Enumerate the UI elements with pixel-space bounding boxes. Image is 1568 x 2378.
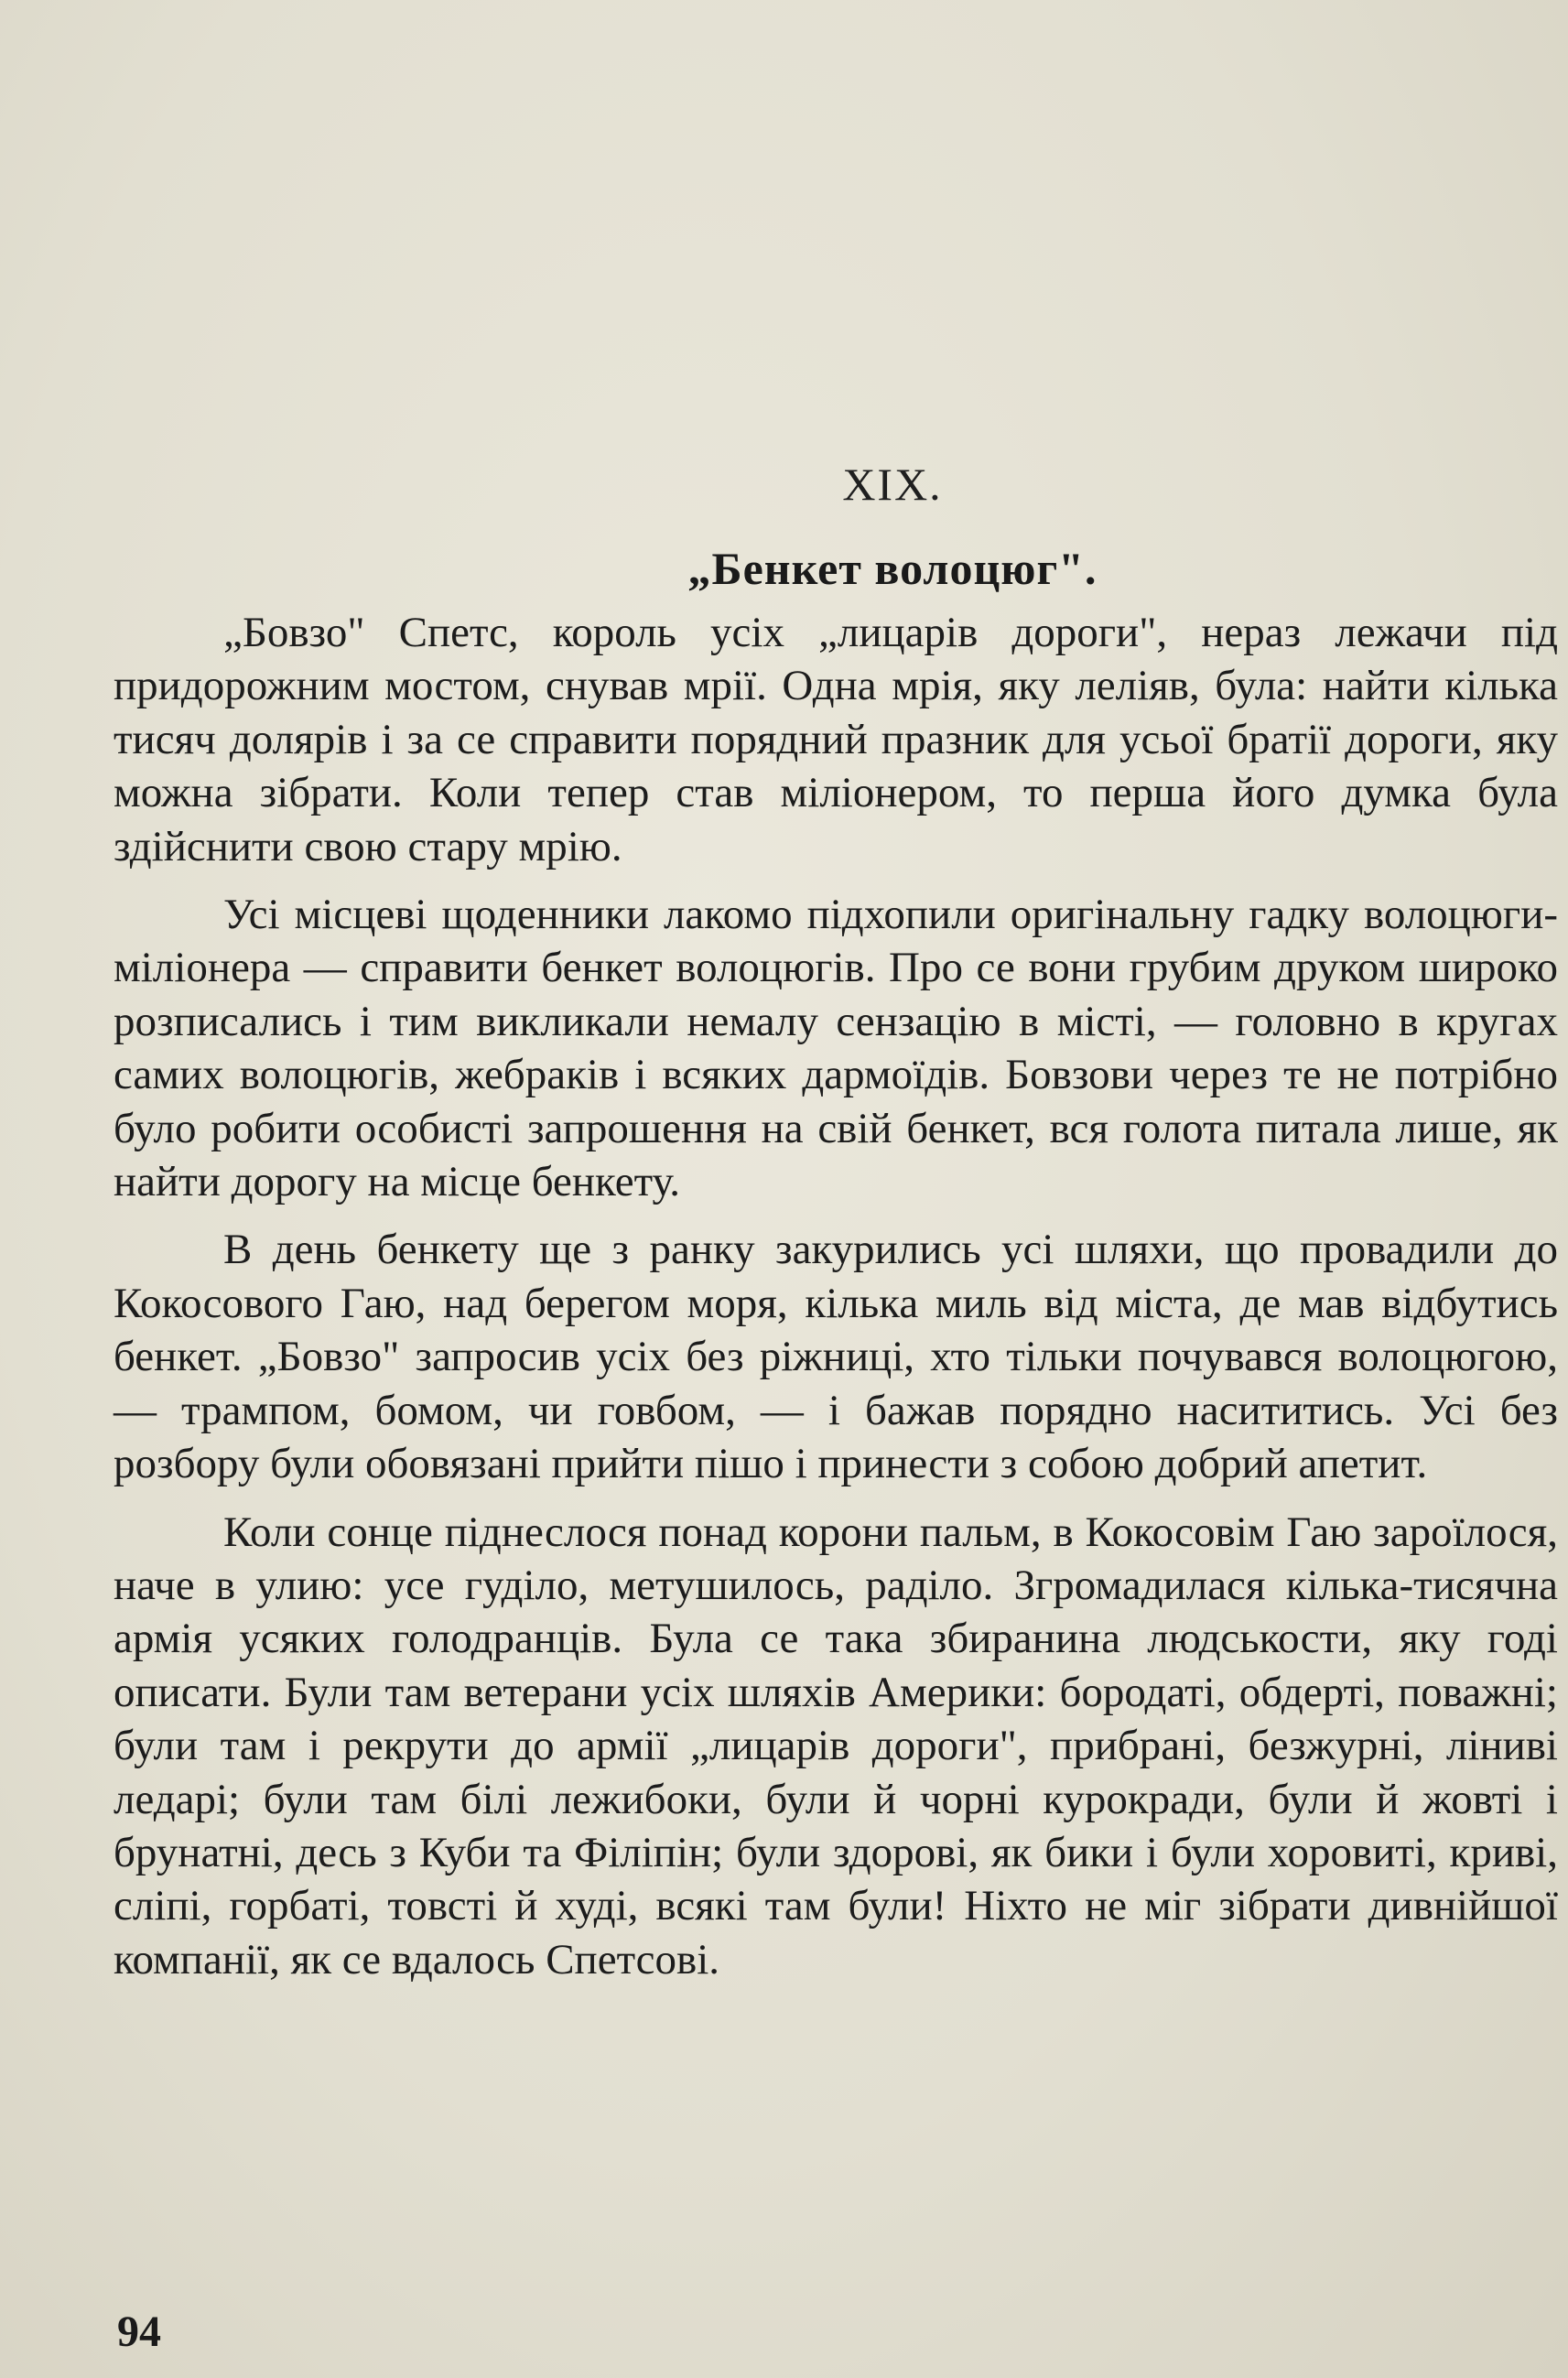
- paragraph: Усі місцеві щоденники лакомо підхопили оригінальну гадку волоцюги-міліонера — справити бенкет волоцюгів. Про се вони грубим друком широко розписались і тим викликали немалу сензацію в місті, — головно в кругах самих волоцюгів, жебраків і всяких дармоїдів. Бовзови через те не потрібно було робити особисті запрошення на свій бенкет, вся голота питала лише, як найти дорогу на місце бенкету.: [114, 891, 1558, 1206]
- chapter-number: XIX.: [842, 459, 943, 510]
- paragraph: „Бовзо" Спетс, король усіх „лицарів дороги", нераз лежачи під придорожним мостом, снував мрії. Одна мрія, яку леліяв, була: найти кілька тисяч долярів і за се справити порядний празник для усьої братії дороги, яку можна зібрати. Коли тепер став міліонером, то перша його думка була здійснити свою стару мрію.: [114, 609, 1558, 870]
- paragraph: В день бенкету ще з ранку закурились усі шляхи, що провадили до Кокосового Гаю, над берегом моря, кілька миль від міста, де мав відбутись бенкет. „Бовзо" запросив усіх без ріжниці, хто тільки почувався волоцюгою, — трампом, бомом, чи говбом, — і бажав порядно насититись. Усі без розбору були обовязані прийти пішо і принести з собою добрий апетит.: [114, 1226, 1558, 1488]
- chapter-title: „Бенкет волоцюг".: [687, 543, 1098, 594]
- chapter-body: [114, 606, 1558, 2001]
- paragraph: Коли сонце піднеслося понад корони пальм, в Кокосовім Гаю зароїлося, наче в улию: усе гуділо, метушилось, раділо. Згромадилася кілька-тисячна армія усяких голодранців. Була се така збиранина людськости, яку годі описати. Були там ветерани усіх шляхів Америки: бородаті, обдерті, поважні; були там і рекрути до армії „лицарів дороги", прибрані, безжурні, ліниві ледарі; були там білі лежибоки, були й чорні курокради, були й жовті і брунатні, десь з Куби та Філіпін; були здорові, як бики і були хоровиті, криві, сліпі, горбаті, товсті й худі, всякі там були! Ніхто не міг зібрати дивнійшої компанії, як се вдалось Спетсові.: [114, 1508, 1558, 1983]
- page-number: 94: [117, 2308, 161, 2356]
